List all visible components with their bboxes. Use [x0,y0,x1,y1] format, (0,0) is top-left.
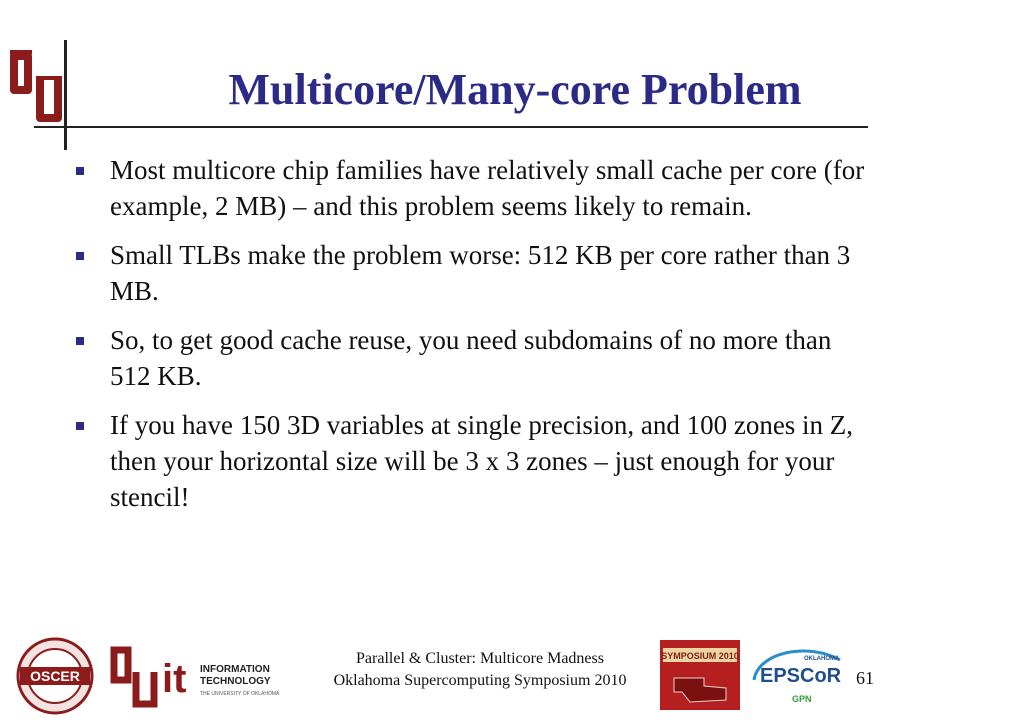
page-number: 61 [856,668,874,688]
bullet-item [76,322,866,394]
header-horizontal-rule [34,126,868,128]
epscor-logo-text: EPSCoR [760,665,842,687]
svg-text:it: it [162,657,187,701]
bullet-marker [76,167,84,175]
bullet-marker [76,422,84,430]
slide-title: Multicore/Many-core Problem [228,65,802,114]
footer-line-2: Oklahoma Supercomputing Symposium 2010 [333,672,627,689]
footer-line-1: Parallel & Cluster: Multicore Madness [356,650,604,667]
bullet-list [76,152,866,528]
bullet-marker [76,337,84,345]
epscor-logo-top: OKLAHOMA [804,656,840,662]
bullet-text: So, to get good cache reuse, you need subdomains of no more than 512 KB. [110,325,832,391]
bullet-item [76,407,866,515]
epscor-logo-sub: GPN [792,694,812,704]
epscor-logo [748,640,846,710]
bullet-text: If you have 150 3D variables at single precision, and 100 zones in Z, then your horizontal size will be 3 x 3 zones – just enough for your stencil! [110,410,854,512]
bullet-item [76,152,866,224]
bullet-text: Small TLBs make the problem worse: 512 KB per core rather than 3 MB. [110,240,851,306]
symposium-2010-logo [660,640,740,710]
oscer-logo-text: OSCER [30,668,80,684]
information-technology-logo [162,648,280,708]
footer-text [300,648,660,692]
symposium-logo-text: SYMPOSIUM 2010 [661,651,739,661]
oscer-logo [6,636,104,716]
it-logo-line1: INFORMATION [200,664,270,675]
bullet-marker [76,252,84,260]
ou-small-logo [110,644,160,712]
it-logo-sub: THE UNIVERSITY OF OKLAHOMA [200,691,280,697]
bullet-text: Most multicore chip families have relatively small cache per core (for example, 2 MB) – and this problem seems likely to remain. [110,155,865,221]
bullet-item [76,237,866,309]
it-logo-line2: TECHNOLOGY [200,676,271,687]
